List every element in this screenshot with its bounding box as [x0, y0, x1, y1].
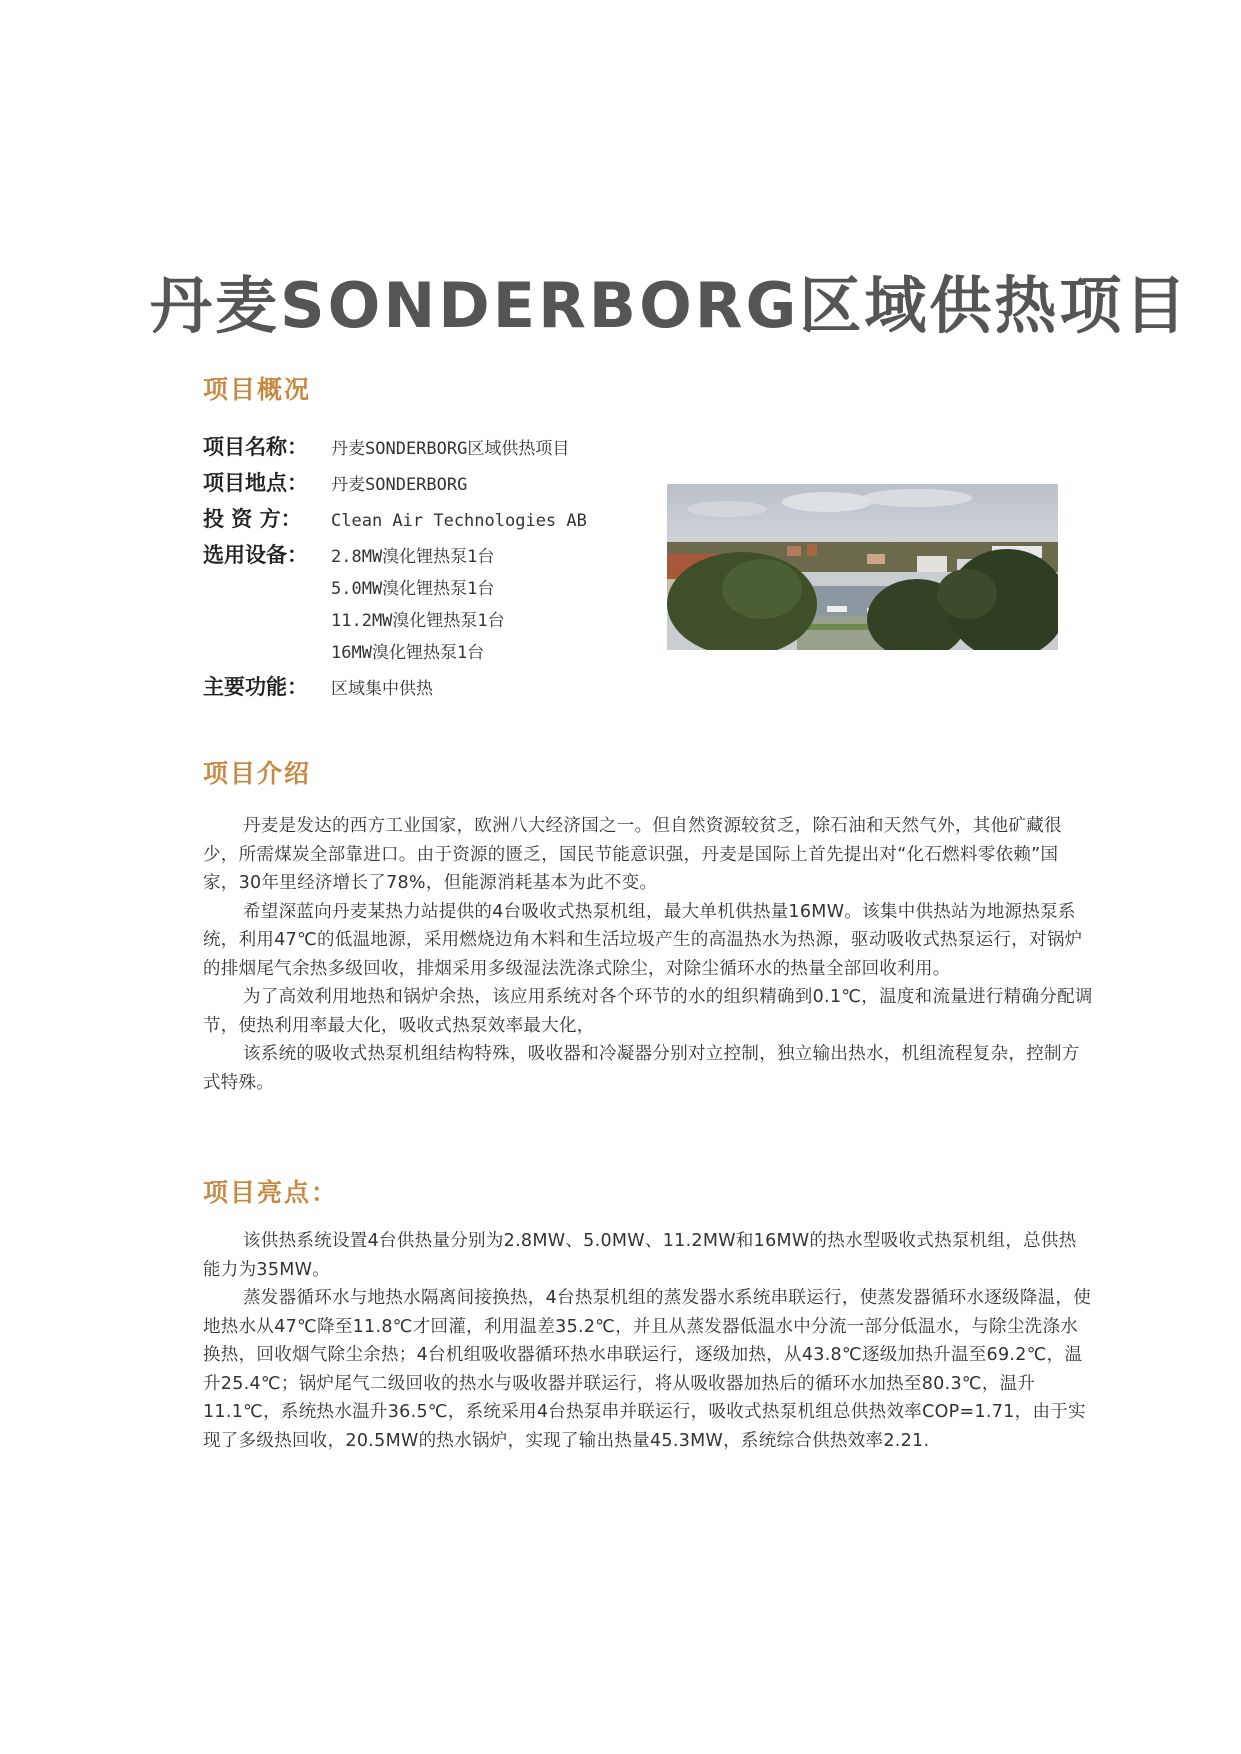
equipment-item: 2.8MW溴化锂热泵1台 [331, 547, 495, 567]
tree [722, 559, 802, 619]
info-row-project-location [203, 468, 643, 500]
section-heading-overview: 项目概况 [203, 375, 312, 404]
info-label: 投 资 方： [203, 507, 302, 531]
introduction-body [203, 812, 1093, 1097]
paragraph: 希望深蓝向丹麦某热力站提供的4台吸收式热泵机组，最大单机供热量16MW。该集中供热站为地源热泵系统，利用47℃的低温地源，采用燃烧边角木料和生活垃圾产生的高温热水为热源，驱动吸收式热泵运行，对锅炉的排烟尾气余热多级回收，排烟采用多级湿法洗涤式除尘，对除尘循环水的热量全部回收利用。 [203, 901, 1083, 979]
paragraph: 该供热系统设置4台供热量分别为2.8MW、5.0MW、11.2MW和16MW的热水型吸收式热泵机组，总供热能力为35MW。 [203, 1231, 1077, 1280]
section-heading-highlights: 项目亮点： [203, 1178, 339, 1207]
cloud [782, 492, 872, 512]
paragraph: 为了高效利用地热和锅炉余热，该应用系统对各个环节的水的组织精确到0.1℃，温度和流量进行精确分配调节，使热利用率最大化，吸收式热泵效率最大化， [203, 987, 1093, 1036]
equipment-item: 16MW溴化锂热泵1台 [331, 643, 485, 663]
info-row-main-function [203, 672, 643, 704]
equipment-item: 5.0MW溴化锂热泵1台 [331, 579, 495, 599]
info-row-project-name [203, 432, 643, 464]
tree [937, 569, 997, 619]
building [807, 544, 817, 556]
info-value: 区域集中供热 [331, 679, 433, 699]
paragraph: 该系统的吸收式热泵机组结构特殊，吸收器和冷凝器分别对立控制，独立输出热水，机组流程复杂，控制方式特殊。 [203, 1044, 1080, 1093]
section-heading-introduction: 项目介绍 [203, 759, 312, 788]
info-value: 丹麦SONDERBORG区域供热项目 [331, 439, 570, 459]
info-value: Clean Air Technologies AB [331, 511, 587, 531]
paragraph: 丹麦是发达的西方工业国家，欧洲八大经济国之一。但自然资源较贫乏，除石油和天然气外，其他矿藏很少，所需煤炭全部靠进口。由于资源的匮乏，国民节能意识强，丹麦是国际上首先提出对“化石燃料零依赖”国家，30年里经济增长了78%，但能源消耗基本为此不变。 [203, 816, 1062, 893]
cloud [862, 489, 972, 507]
photo-illustration [667, 484, 1058, 650]
boat [827, 606, 847, 612]
building [917, 556, 947, 572]
info-label: 主要功能： [203, 675, 308, 699]
town-harbor-photo [667, 484, 1058, 650]
project-info-table [203, 432, 643, 704]
info-row-investor [203, 504, 643, 536]
cloud [687, 501, 767, 517]
info-value: 丹麦SONDERBORG [331, 475, 468, 495]
info-label: 项目名称： [203, 435, 308, 459]
equipment-item: 11.2MW溴化锂热泵1台 [331, 611, 505, 631]
page-title: 丹麦SONDERBORG区域供热项目 [150, 269, 1190, 342]
building [867, 554, 885, 564]
building [787, 546, 801, 556]
info-row-equipment [203, 540, 643, 668]
info-label: 项目地点： [203, 471, 308, 495]
info-label: 选用设备： [203, 543, 308, 567]
paragraph: 蒸发器循环水与地热水隔离间接换热，4台热泵机组的蒸发器水系统串联运行，使蒸发器循环水逐级降温，使地热水从47℃降至11.8℃才回灌，利用温差35.2℃，并且从蒸发器低温水中分流一部分低温水，与除尘洗涤水换热，回收烟气除尘余热；4台机组吸收器循环热水串联运行，逐级加热，从43.8℃逐级加热升温至69.2℃，温升25.4℃；锅炉尾气二级回收的热水与吸收器并联运行，将从吸收器加热后的循环水加热至80.3℃，温升11.1℃，系统热水温升36.5℃，系统采用4台热泵串并联运行，吸收式热泵机组总供热效率COP=1.71，由于实现了多级热回收，20.5MW的热水锅炉，实现了输出热量45.3MW，系统综合供热效率2.21. [203, 1288, 1092, 1451]
highlights-body [203, 1227, 1093, 1455]
